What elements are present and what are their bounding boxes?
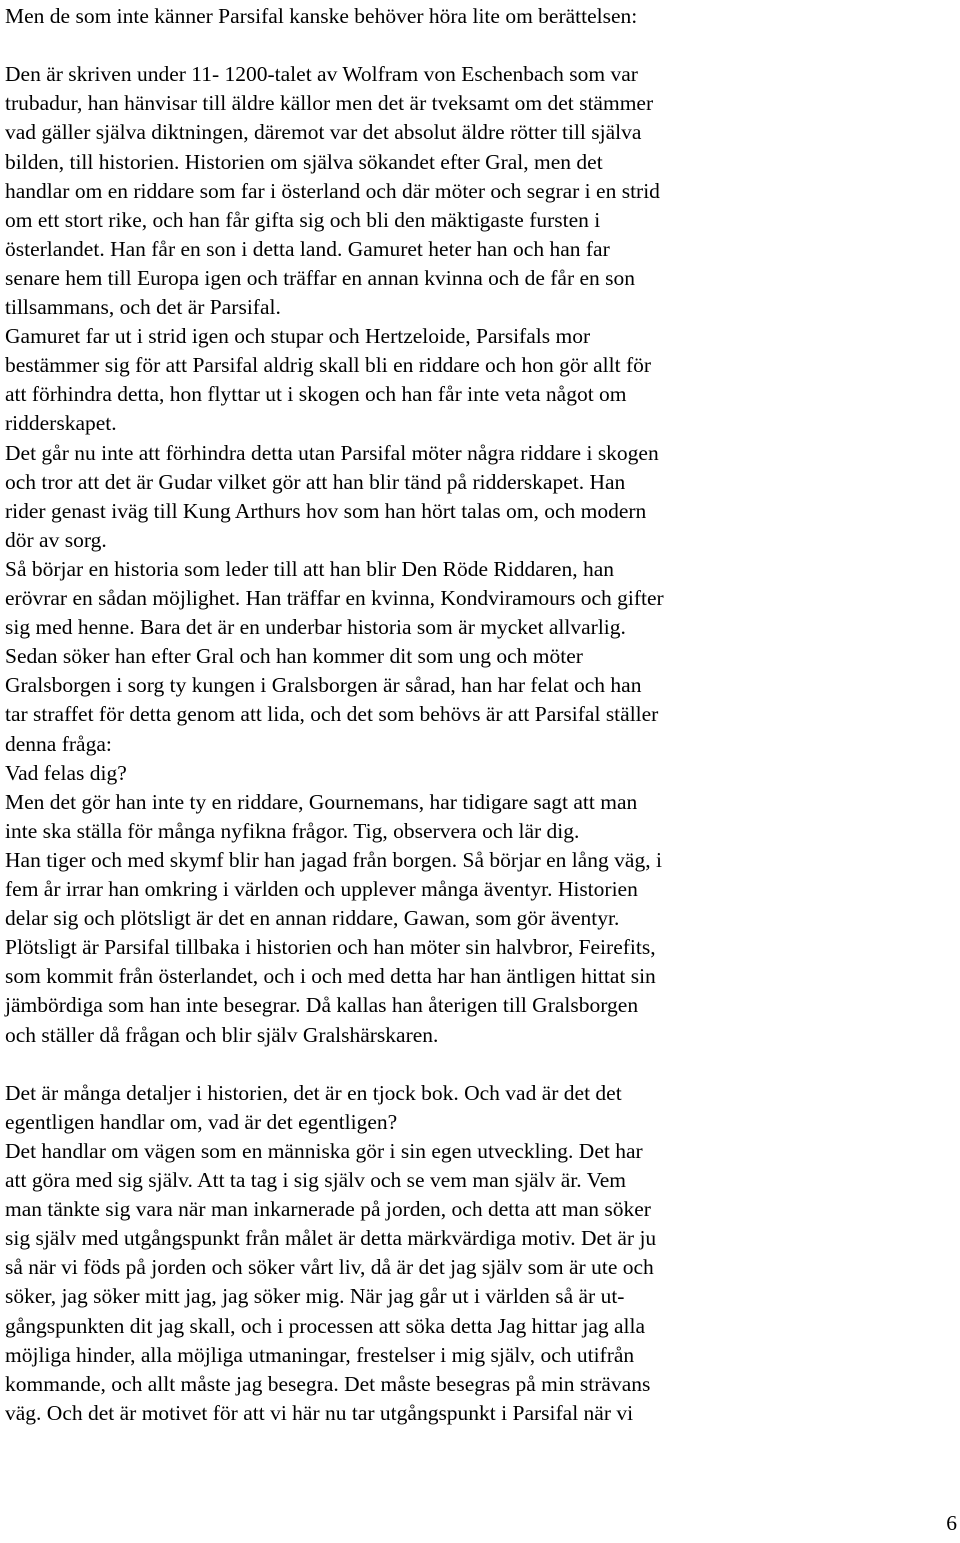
text-line: Det handlar om vägen som en människa gör i sin egen utveckling. Det har: [5, 1138, 643, 1163]
text-line: Det är många detaljer i historien, det är en tjock bok. Och vad är det det: [5, 1080, 622, 1105]
text-line: och tror att det är Gudar vilket gör att han blir tänd på ridderskapet. Han: [5, 469, 626, 494]
text-line: Han tiger och med skymf blir han jagad från borgen. Så börjar en lång väg, i: [5, 847, 662, 872]
text-line: handlar om en riddare som far i österland och där möter och segrar i en strid: [5, 178, 660, 203]
text-line: denna fråga:: [5, 731, 112, 756]
text-line: senare hem till Europa igen och träffar en annan kvinna och de får en son: [5, 265, 636, 290]
text-line: Men det gör han inte ty en riddare, Gournemans, har tidigare sagt att man: [5, 789, 638, 814]
text-line: erövrar en sådan möjlighet. Han träffar en kvinna, Kondviramours och gifter: [5, 586, 664, 610]
text-line: att förhindra detta, hon flyttar ut i skogen och han får inte veta något om: [5, 382, 627, 407]
text-line: så när vi föds på jorden och söker vårt liv, då är det jag själv som är ute och: [5, 1255, 654, 1280]
text-line: trubadur, han hänvisar till äldre källor men det är tveksamt om det stämmer: [5, 91, 654, 116]
text-line: Gamuret far ut i strid igen och stupar och Hertzeloide, Parsifals mor: [5, 324, 591, 349]
text-line: väg. Och det är motivet för att vi här nu tar utgångspunkt i Parsifal när vi: [5, 1400, 634, 1425]
text-line: Det går nu inte att förhindra detta utan Parsifal möter några riddare i skogen: [5, 440, 659, 465]
text-line: tillsammans, och det är Parsifal.: [5, 295, 281, 319]
text-line: Gralsborgen i sorg ty kungen i Gralsborgen är sårad, han har felat och han: [5, 673, 642, 698]
text-line: rider genast iväg till Kung Arthurs hov som han hört talas om, och modern: [5, 498, 647, 523]
text-line: österlandet. Han får en son i detta land. Gamuret heter han och han far: [5, 236, 610, 261]
text-line: bestämmer sig för att Parsifal aldrig skall bli en riddare och hon gör allt för: [5, 353, 652, 378]
text-line: bilden, till historien. Historien om själva sökandet efter Gral, men det: [5, 149, 603, 174]
text-line: som kommit från österlandet, och i och med detta har han äntligen hittat sin: [5, 964, 656, 989]
text-line: vad gäller själva diktningen, däremot var det absolut äldre rötter till själva: [5, 120, 642, 145]
text-line: att göra med sig själv. Att ta tag i sig själv och se vem man själv är. Vem: [5, 1168, 627, 1192]
text-line: egentligen handlar om, vad är det egentligen?: [5, 1109, 398, 1134]
text-line: och ställer då frågan och blir själv Gralshärskaren.: [5, 1022, 439, 1047]
text-line: Sedan söker han efter Gral och han kommer dit som ung och möter: [5, 644, 583, 669]
text-line: om ett stort rike, och han får gifta sig och bli den mäktigaste fursten i: [5, 207, 601, 232]
text-line: söker, jag söker mitt jag, jag söker mig. När jag går ut i världen så är ut-: [5, 1284, 625, 1309]
text-line: kommande, och allt måste jag besegra. Det måste besegras på min strävans: [5, 1371, 651, 1396]
text-line: Men de som inte känner Parsifal kanske behöver höra lite om berättelsen:: [5, 4, 638, 28]
text-line: möjliga hinder, alla möjliga utmaningar, frestelser i mig själv, och utifrån: [5, 1342, 635, 1367]
text-line: sig med henne. Bara det är en underbar historia som är mycket allvarlig.: [5, 615, 626, 640]
text-line: fem år irrar han omkring i världen och upplever många äventyr. Historien: [5, 877, 638, 901]
text-line: ridderskapet.: [5, 411, 117, 436]
document-page: [5, 0, 955, 1543]
text-line: gångspunkten dit jag skall, och i processen att söka detta Jag hittar jag alla: [5, 1313, 646, 1338]
page-number: 6: [946, 1511, 957, 1535]
text-line: man tänkte sig vara när man inkarnerade på jorden, och detta att man söker: [5, 1197, 651, 1222]
text-line: dör av sorg.: [5, 527, 107, 552]
text-line: inte ska ställa för många nyfikna frågor. Tig, observera och lär dig.: [5, 818, 580, 843]
text-line: Vad felas dig?: [5, 760, 127, 785]
text-line: Plötsligt är Parsifal tillbaka i historien och han möter sin halvbror, Feirefits,: [5, 935, 656, 960]
text-line: Så börjar en historia som leder till att han blir Den Röde Riddaren, han: [5, 556, 615, 581]
text-line: sig själv med utgångspunkt från målet är detta märkvärdiga motiv. Det är ju: [5, 1226, 657, 1251]
text-line: delar sig och plötsligt är det en annan riddare, Gawan, som gör äventyr.: [5, 906, 620, 931]
text-line: tar straffet för detta genom att lida, och det som behövs är att Parsifal ställer: [5, 702, 659, 727]
text-line: jämbördiga som han inte besegrar. Då kallas han återigen till Gralsborgen: [5, 993, 639, 1018]
text-line: Den är skriven under 11- 1200-talet av Wolfram von Eschenbach som var: [5, 62, 638, 87]
